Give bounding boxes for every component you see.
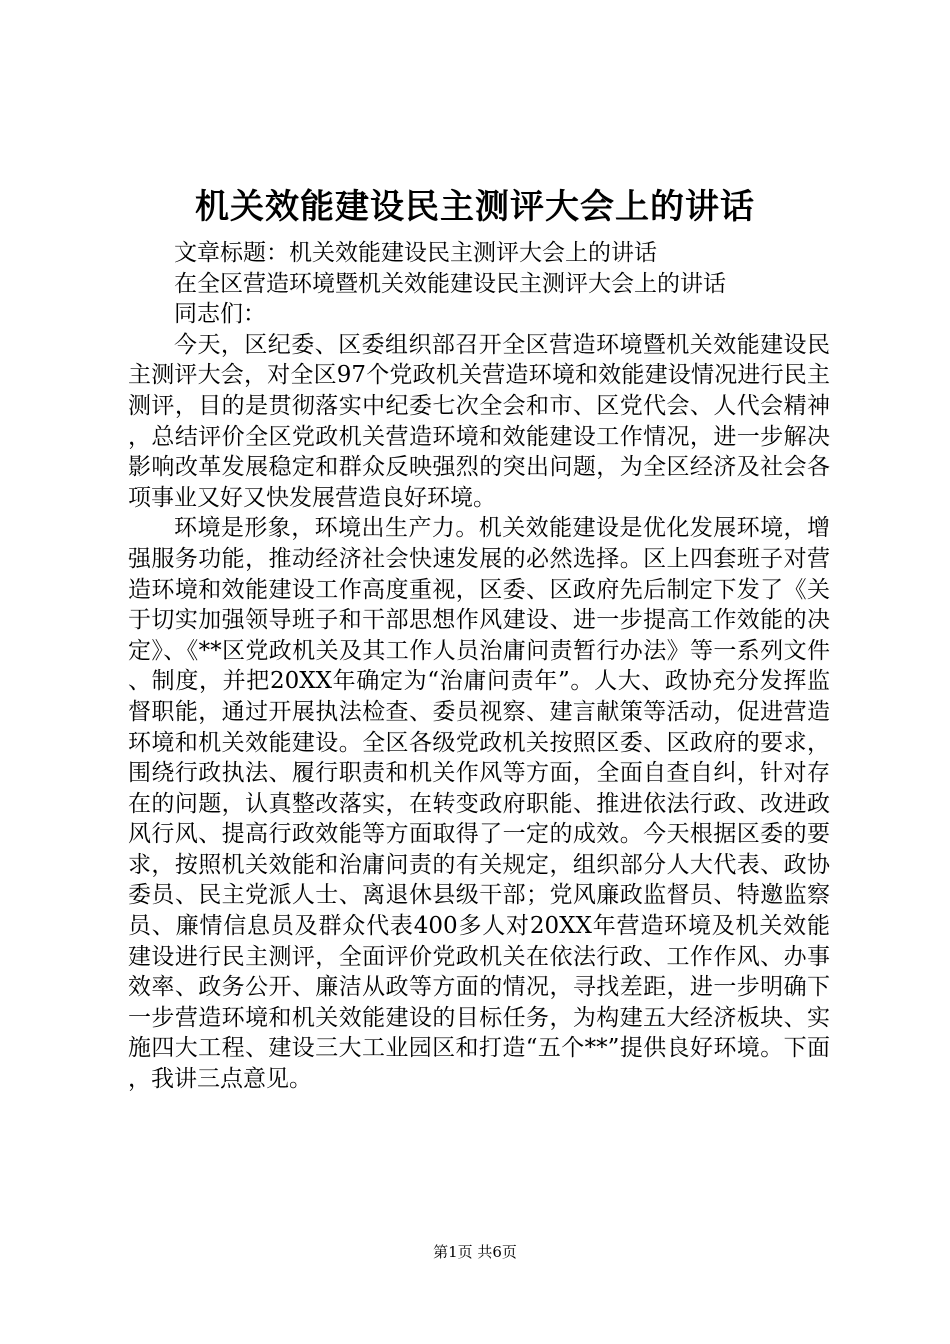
document-title: 机关效能建设民主测评大会上的讲话 bbox=[195, 187, 755, 227]
document-body bbox=[128, 238, 830, 1095]
article-title-line: 文章标题：机关效能建设民主测评大会上的讲话 bbox=[174, 240, 657, 266]
speech-subtitle-line: 在全区营造环境暨机关效能建设民主测评大会上的讲话 bbox=[174, 270, 726, 297]
body-paragraph-2: 环境是形象，环境出生产力。机关效能建设是优化发展环境，增强服务功能，推动经济社会快速发展的必然选择。区上四套班子对营造环境和效能建设工作高度重视，区委、区政府先后制定下发了《关于切实加强领导班子和干部思想作风建设、进一步提高工作效能的决定》、《**区党政机关及其工作人员治庸问责暂行办法》等一系列文件、制度，并把20XX年确定为“治庸问责年”。人大、政协充分发挥监督职能，通过开展执法检查、委员视察、建言献策等活动，促进营造环境和机关效能建设。全区各级党政机关按照区委、区政府的要求，围绕行政执法、履行职责和机关作风等方面，全面自查自纠，针对存在的问题，认真整改落实，在转变政府职能、推进依法行政、改进政风行风、提高行政效能等方面取得了一定的成效。今天根据区委的要求，按照机关效能和治庸问责的有关规定，组织部分人大代表、政协委员、民主党派人士、离退休县级干部；党风廉政监督员、特邀监察员、廉情信息员及群众代表400多人对20XX年营造环境及机关效能建设进行民主测评，全面评价党政机关在依法行政、工作作风、办事效率、政务公开、廉洁从政等方面的情况，寻找差距，进一步明确下一步营造环境和机关效能建设的目标任务，为构建五大经济板块、实施四大工程、建设三大工业园区和打造“五个**”提供良好环境。下面，我讲三点意见。 bbox=[128, 515, 830, 1093]
body-paragraph-1: 今天，区纪委、区委组织部召开全区营造环境暨机关效能建设民主测评大会，对全区97个党政机关营造环境和效能建设情况进行民主测评，目的是贯彻落实中纪委七次全会和市、区党代会、人代会精神，总结评价全区党政机关营造环境和效能建设工作情况，进一步解决影响改革发展稳定和群众反映强烈的突出问题，为全区经济及社会各项事业又好又快发展营造良好环境。 bbox=[128, 331, 830, 511]
page-footer: 第1页 共6页 bbox=[433, 1243, 517, 1261]
salutation: 同志们： bbox=[174, 301, 266, 328]
